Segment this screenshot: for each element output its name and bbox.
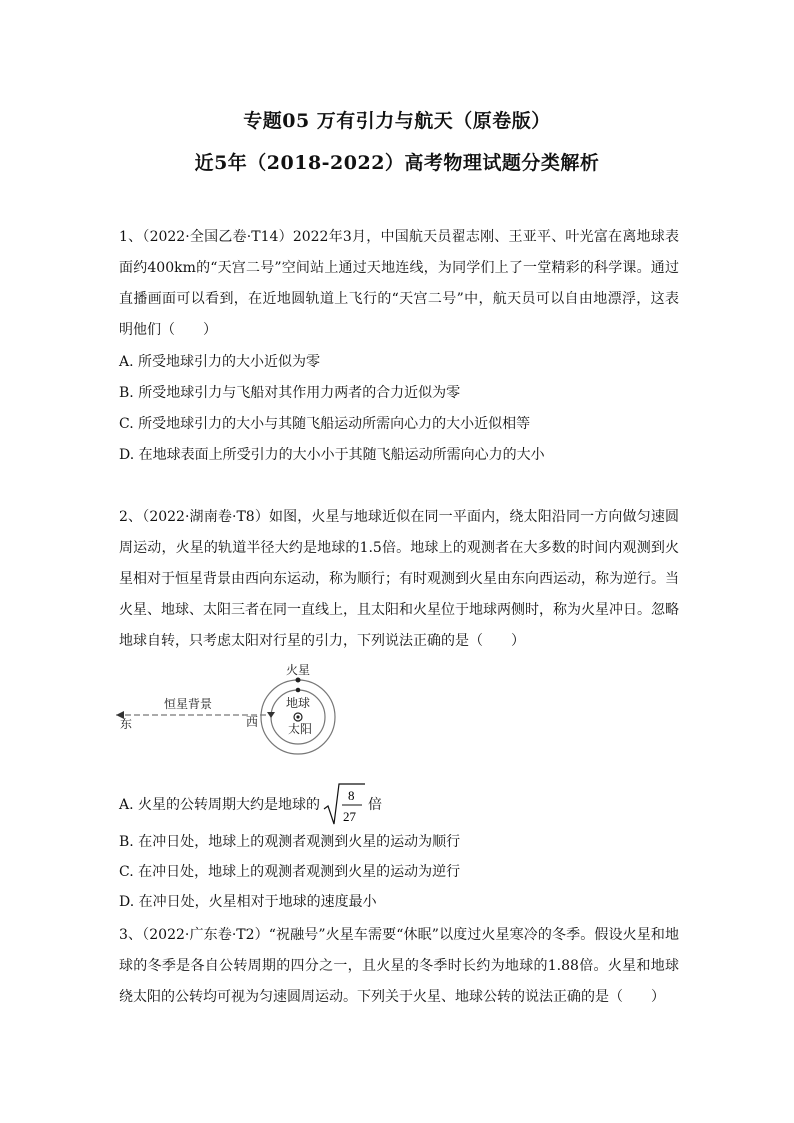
question-2-option-d: D. 在冲日处，火星相对于地球的速度最小 — [119, 894, 377, 910]
question-1-option-c: C. 所受地球引力的大小与其随飞船运动所需向心力的大小近似相等 — [119, 416, 531, 432]
document-subtitle: 近5年（2018-2022）高考物理试题分类解析 — [194, 152, 600, 174]
sqrt-fraction — [322, 782, 366, 828]
option-a-text: A. 火星的公转周期大约是地球的 — [119, 797, 321, 813]
question-2-option-a — [119, 782, 382, 828]
question-2-option-b: B. 在冲日处，地球上的观测者观测到火星的运动为顺行 — [119, 834, 461, 850]
question-3-stem: 3、（2022·广东卷·T2）“祝融号”火星车需要“休眠”以度过火星寒冷的冬季。假设火星和地球的冬季是各自公转周期的四分之一，且火星的冬季时长约为地球的1.88倍。火星和地球绕太阳的公转均可视为匀速圆周运动。下列关于火星、地球公转的说法正确的是（ ） — [119, 927, 679, 1005]
orbit-direction-arrow-icon — [267, 712, 275, 718]
fraction-denominator: 27 — [343, 809, 357, 824]
question-1-option-a: A. 所受地球引力的大小近似为零 — [119, 354, 321, 370]
sun-label: 太阳 — [288, 722, 313, 736]
question-1-option-b: B. 所受地球引力与飞船对其作用力两者的合力近似为零 — [119, 385, 461, 401]
earth-label: 地球 — [286, 696, 311, 710]
question-1-option-d: D. 在地球表面上所受引力的大小小于其随飞船运动所需向心力的大小 — [119, 447, 545, 463]
east-label: 东 — [120, 717, 133, 731]
question-2-stem: 2、（2022·湖南卷·T8）如图，火星与地球近似在同一平面内，绕太阳沿同一方向做匀速圆周运动，火星的轨道半径大约是地球的1.5倍。地球上的观测者在大多数的时间内观测到火星相对于恒星背景由西向东运动，称为顺行；有时观测到火星由东向西运动，称为逆行。当火星、地球、太阳三者在同一直线上，且太阳和火星位于地球两侧时，称为火星冲日。忽略地球自转，只考虑太阳对行星的引力，下列说法正确的是（ ） — [119, 509, 679, 649]
question-2-option-c: C. 在冲日处，地球上的观测者观测到火星的运动为逆行 — [119, 864, 461, 880]
earth-dot — [296, 688, 301, 693]
option-a-suffix: 倍 — [368, 797, 383, 813]
fraction-numerator: 8 — [348, 788, 355, 803]
question-1-stem: 1、（2022·全国乙卷·T14）2022年3月，中国航天员翟志刚、王亚平、叶光富在离地球表面约400km的“天宫二号”空间站上通过天地连线，为同学们上了一堂精彩的科学课。通过直播画面可以看到，在近地圆轨道上飞行的“天宫二号”中，航天员可以自由地漂浮，这表明他们（ ） — [119, 229, 679, 338]
west-label: 西 — [246, 715, 259, 729]
orbit-figure — [116, 660, 356, 760]
background-label: 恒星背景 — [164, 697, 213, 711]
mars-dot — [296, 678, 301, 683]
document-title: 专题05 万有引力与航天（原卷版） — [243, 110, 551, 132]
mars-label: 火星 — [286, 663, 311, 677]
